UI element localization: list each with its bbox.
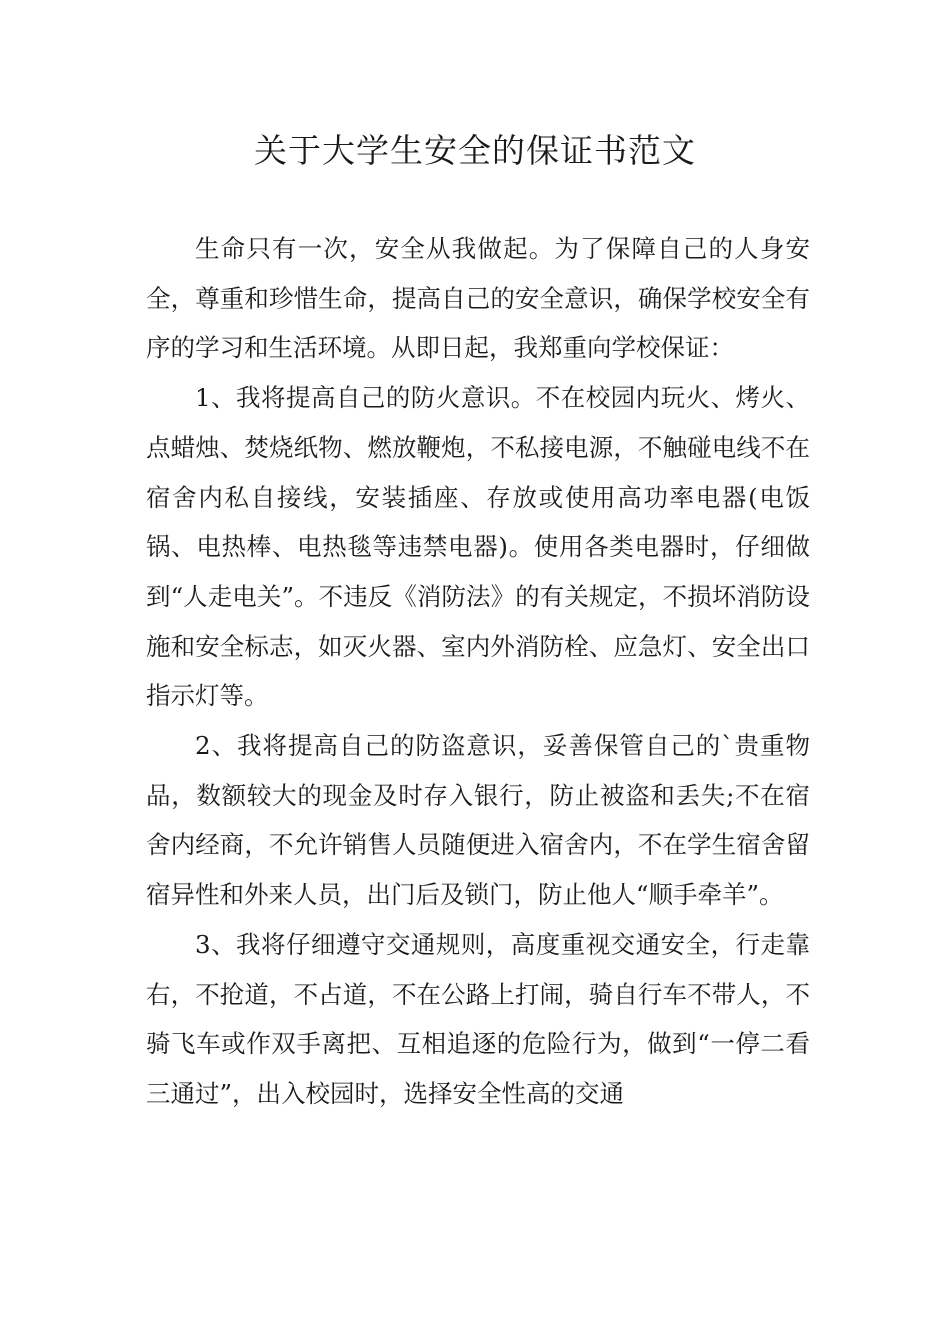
paragraph-traffic-safety: 3、我将仔细遵守交通规则，高度重视交通安全，行走靠右，不抢道，不占道，不在公路上打闹，骑自行车不带人，不骑飞车或作双手离把、互相追逐的危险行为，做到“一停二看三通过”，出入校园时，选择安全性高的交通 xyxy=(146,929,810,1108)
paragraph-fire-safety: 1、我将提高自己的防火意识。不在校园内玩火、烤火、点蜡烛、焚烧纸物、燃放鞭炮，不私接电源，不触碰电线不在宿舍内私自接线，安装插座、存放或使用高功率电器(电饭锅、电热棒、电热毯等违禁电器)。使用各类电器时，仔细做到“人走电关”。不违反《消防法》的有关规定，不损坏消防设施和安全标志，如灭火器、室内外消防栓、应急灯、安全出口指示灯等。 xyxy=(146,383,810,711)
paragraph-theft-prevention: 2、我将提高自己的防盗意识，妥善保管自己的`贵重物品，数额较大的现金及时存入银行，防止被盗和丢失;不在宿舍内经商，不允许销售人员随便进入宿舍内，不在学生宿舍留宿异性和外来人员，出门后及锁门，防止他人“顺手牵羊”。 xyxy=(146,731,810,910)
paragraph-intro: 生命只有一次，安全从我做起。为了保障自己的人身安全，尊重和珍惜生命，提高自己的安全意识，确保学校安全有序的学习和生活环境。从即日起，我郑重向学校保证： xyxy=(146,234,810,363)
document-body xyxy=(146,224,810,1119)
document-title: 关于大学生安全的保证书范文 xyxy=(254,131,696,170)
